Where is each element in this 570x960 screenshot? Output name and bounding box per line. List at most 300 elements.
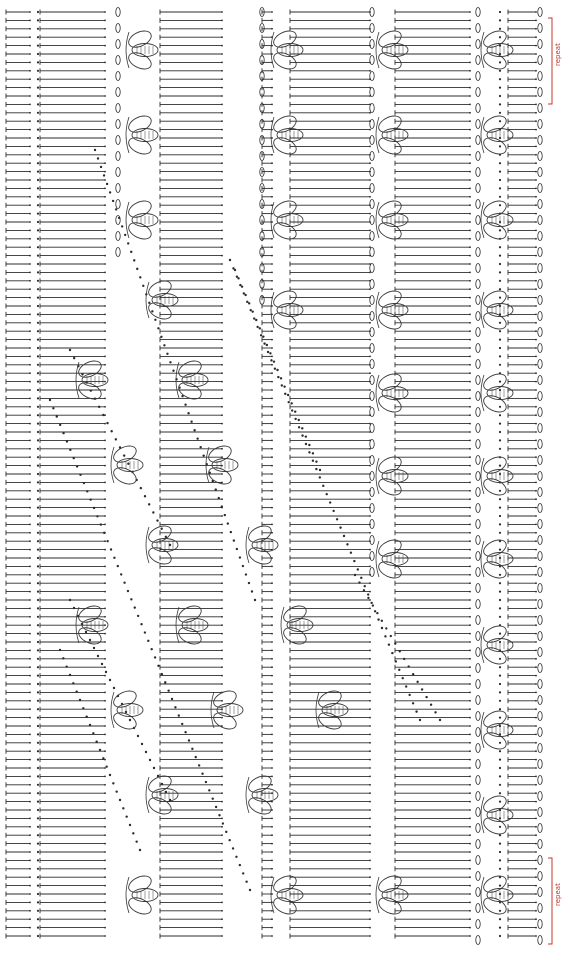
stitch-dot	[104, 809, 106, 811]
chain-dot	[37, 691, 39, 693]
chain-dot	[137, 615, 139, 617]
leaf-arc	[146, 282, 149, 318]
stitch-dot	[369, 532, 371, 534]
stitch-dot	[221, 87, 223, 89]
leaf-petal	[126, 28, 154, 51]
stitch-dot	[469, 876, 471, 878]
leaf-arc	[376, 877, 379, 913]
stitch-dot	[29, 918, 31, 920]
stitch-dot	[469, 87, 471, 89]
stitch-dot	[104, 246, 106, 248]
leaf-petal	[481, 894, 509, 917]
chain-dot	[270, 359, 272, 361]
stitch-dot	[29, 70, 31, 72]
chain-oval	[476, 24, 480, 33]
chain-oval	[538, 648, 542, 657]
leaf-cluster-icon	[271, 288, 303, 333]
stitch-dot	[271, 154, 273, 156]
chain-dot	[86, 490, 88, 492]
stitch-dot	[369, 801, 371, 803]
chain-oval	[476, 72, 480, 81]
chain-dot	[332, 510, 334, 512]
stitch-dot	[469, 683, 471, 685]
chain-oval	[538, 136, 542, 145]
stitch-dot	[221, 910, 223, 912]
leaf-petal	[271, 873, 299, 896]
stitch-dot	[104, 524, 106, 526]
chain-dot	[499, 633, 501, 635]
stitch-row	[6, 824, 537, 829]
chain-oval	[476, 200, 480, 209]
chain-dot	[201, 773, 203, 775]
stitch-dot	[221, 162, 223, 164]
leaf-petal	[176, 379, 204, 402]
chain-dot	[230, 531, 232, 533]
chain-dot	[273, 360, 275, 362]
chain-oval	[538, 440, 542, 449]
chain-dot	[37, 431, 39, 433]
stitch-dot	[104, 650, 106, 652]
stitch-dot	[29, 557, 31, 559]
chain-dot	[499, 439, 501, 441]
chain-dot	[37, 633, 39, 635]
stitch-dot	[535, 314, 537, 316]
chain-dot	[166, 353, 168, 355]
chain-oval	[538, 504, 542, 513]
stitch-dot	[271, 95, 273, 97]
leaf-petal	[271, 288, 299, 311]
chain-dot	[234, 269, 236, 271]
stitch-dot	[104, 53, 106, 55]
stitch-dot	[221, 633, 223, 635]
chain-dot	[82, 707, 84, 709]
stitch-dot	[221, 759, 223, 761]
chain-dot	[236, 548, 238, 550]
stitch-row	[6, 320, 537, 325]
stitch-dot	[271, 935, 273, 937]
chain-oval	[538, 840, 542, 849]
chain-dot	[381, 620, 383, 622]
chain-dot	[499, 196, 501, 198]
stitch-dot	[104, 818, 106, 820]
stitch-row	[6, 295, 537, 300]
stitch-dot	[29, 927, 31, 929]
chain-dot	[394, 642, 396, 644]
stitch-row	[6, 144, 537, 149]
stitch-dot	[104, 868, 106, 870]
chain-dot	[202, 454, 204, 456]
stitch-dot	[104, 549, 106, 551]
stitch-dot	[29, 255, 31, 257]
leaf-motifs	[76, 28, 513, 918]
chain-dot	[37, 313, 39, 315]
stitch-dot	[29, 171, 31, 173]
stitch-dot	[271, 498, 273, 500]
stitch-dot	[369, 213, 371, 215]
leaf-petal	[481, 729, 509, 752]
chain-dot	[499, 666, 501, 668]
stitch-dot	[221, 154, 223, 156]
stitch-dot	[469, 440, 471, 442]
chain-dot	[37, 19, 39, 21]
chain-dot	[160, 528, 162, 530]
leaf-petal	[76, 603, 104, 626]
leaf-petal	[376, 894, 404, 917]
stitch-dot	[271, 608, 273, 610]
stitch-dot	[221, 776, 223, 778]
chain-dot	[93, 507, 95, 509]
chain-oval	[476, 104, 480, 113]
chain-dot	[248, 582, 250, 584]
stitch-dot	[469, 700, 471, 702]
stitch-dot	[29, 314, 31, 316]
stitch-dot	[29, 45, 31, 47]
stitch-dot	[535, 162, 537, 164]
chain-dot	[161, 673, 163, 675]
stitch-dot	[369, 750, 371, 752]
stitch-dot	[29, 658, 31, 660]
stitch-dot	[469, 692, 471, 694]
chain-dot	[140, 623, 142, 625]
stitch-row	[6, 354, 537, 359]
stitch-dot	[369, 162, 371, 164]
stitch-dot	[369, 591, 371, 593]
chain-oval	[370, 200, 374, 209]
leaf-petal	[271, 198, 299, 221]
stitch-dot	[221, 818, 223, 820]
stitch-dot	[271, 725, 273, 727]
leaf-petal	[211, 709, 239, 732]
chain-dot	[171, 698, 173, 700]
chain-oval	[538, 296, 542, 305]
chain-oval	[538, 328, 542, 337]
stitch-dot	[535, 36, 537, 38]
chain-dot	[100, 166, 102, 168]
chain-dot	[139, 276, 141, 278]
chain-dot	[499, 515, 501, 517]
chain-dot	[218, 814, 220, 816]
stitch-dot	[469, 776, 471, 778]
stitch-dot	[469, 540, 471, 542]
stitch-dot	[29, 53, 31, 55]
chain-dot	[232, 847, 234, 849]
stitch-dot	[271, 574, 273, 576]
chain-dot	[37, 868, 39, 870]
chain-dot	[99, 749, 101, 751]
stitch-dot	[29, 482, 31, 484]
stitch-dot	[271, 372, 273, 374]
stitch-dot	[29, 389, 31, 391]
stitch-dot	[29, 902, 31, 904]
stitch-dot	[271, 851, 273, 853]
chain-dot	[336, 518, 338, 520]
chain-oval	[370, 264, 374, 273]
stitch-dot	[535, 843, 537, 845]
chain-oval	[538, 808, 542, 817]
stitch-dot	[369, 129, 371, 131]
chain-oval	[538, 104, 542, 113]
chain-dot	[37, 61, 39, 63]
stitch-dot	[104, 230, 106, 232]
stitch-dot	[271, 843, 273, 845]
stitch-dot	[221, 381, 223, 383]
stitch-dot	[469, 95, 471, 97]
stitch-dot	[535, 11, 537, 13]
stitch-row	[6, 186, 537, 191]
leaf-petal	[246, 523, 274, 546]
stitch-dot	[535, 818, 537, 820]
stitch-dot	[104, 490, 106, 492]
chain-dot	[370, 602, 372, 604]
chain-oval	[476, 440, 480, 449]
stitch-row	[6, 581, 537, 586]
stitch-dot	[104, 95, 106, 97]
chain-dot	[205, 781, 207, 783]
chain-dot	[195, 756, 197, 758]
stitch-dot	[469, 910, 471, 912]
chain-oval	[476, 392, 480, 401]
leaf-cluster-icon	[376, 288, 408, 333]
stitch-dot	[221, 582, 223, 584]
stitch-row	[6, 514, 537, 519]
chain-oval	[538, 728, 542, 737]
chain-oval	[538, 888, 542, 897]
chain-dot	[357, 568, 359, 570]
stitch-dot	[369, 692, 371, 694]
stitch-dot	[221, 246, 223, 248]
stitch-dot	[535, 28, 537, 30]
stitch-dot	[221, 683, 223, 685]
repeat-label-top: repeat	[554, 43, 562, 66]
chain-dot	[37, 759, 39, 761]
chain-oval	[476, 40, 480, 49]
stitch-dot	[535, 918, 537, 920]
chain-dot	[308, 444, 310, 446]
stitch-dot	[104, 129, 106, 131]
chain-oval	[476, 424, 480, 433]
leaf-petal	[481, 28, 509, 51]
stitch-row	[6, 589, 537, 594]
leaf-petal	[376, 288, 404, 311]
chain-dot	[37, 389, 39, 391]
chain-oval	[370, 392, 374, 401]
stitch-dot	[104, 78, 106, 80]
chain-dot	[92, 732, 94, 734]
chain-oval	[370, 360, 374, 369]
chain-oval	[370, 328, 374, 337]
stitch-dot	[369, 868, 371, 870]
stitch-dot	[104, 213, 106, 215]
stitch-dot	[369, 549, 371, 551]
stitch-dot	[469, 826, 471, 828]
stitch-dot	[535, 910, 537, 912]
chain-dot	[298, 419, 300, 421]
chain-dot	[499, 910, 501, 912]
stitch-dot	[221, 53, 223, 55]
chain-dot	[137, 735, 139, 737]
stitch-dot	[104, 179, 106, 181]
stitch-dot	[469, 104, 471, 106]
leaf-petal	[126, 219, 154, 242]
chain-dot	[319, 469, 321, 471]
leaf-cluster-icon	[126, 113, 158, 158]
stitch-dot	[221, 876, 223, 878]
stitch-dot	[271, 507, 273, 509]
chain-dot	[89, 498, 91, 500]
chain-dot	[395, 660, 397, 662]
chain-dot	[374, 610, 376, 612]
stitch-dot	[271, 356, 273, 358]
stitch-dot	[369, 666, 371, 668]
stitch-dot	[221, 893, 223, 895]
chain-dot	[312, 460, 314, 462]
stitch-dot	[535, 490, 537, 492]
leaf-arc	[246, 777, 249, 813]
chain-oval	[538, 392, 542, 401]
stitch-dot	[221, 490, 223, 492]
chain-dot	[242, 872, 244, 874]
stitch-row	[6, 564, 537, 569]
chain-oval	[476, 936, 480, 945]
chain-oval	[476, 328, 480, 337]
stitch-dot	[469, 734, 471, 736]
chain-dot	[181, 723, 183, 725]
stitch-dot	[535, 473, 537, 475]
leaf-petal	[376, 558, 404, 581]
chain-oval	[370, 136, 374, 145]
chain-dot	[305, 435, 307, 437]
chain-dot	[37, 927, 39, 929]
chain-oval	[116, 168, 120, 177]
chain-dot	[499, 322, 501, 324]
stitch-dot	[535, 431, 537, 433]
stitch-dot	[29, 616, 31, 618]
chain-dot	[144, 631, 146, 633]
stitch-row	[6, 60, 537, 65]
stitch-dot	[271, 566, 273, 568]
stitch-row	[6, 102, 537, 107]
stitch-dot	[469, 641, 471, 643]
chain-dot	[37, 742, 39, 744]
leaf-cluster-icon	[271, 198, 303, 243]
stitch-dot	[104, 448, 106, 450]
stitch-dot	[469, 70, 471, 72]
stitch-dot	[469, 532, 471, 534]
stitch-dot	[535, 78, 537, 80]
stitch-dot	[104, 272, 106, 274]
chain-dot	[95, 740, 97, 742]
repeat-bracket-top	[548, 18, 552, 104]
stitch-row	[6, 119, 537, 124]
stitch-dot	[535, 45, 537, 47]
stitch-dot	[469, 322, 471, 324]
stitch-row	[6, 379, 537, 384]
stitch-dot	[104, 255, 106, 257]
stitch-dot	[29, 566, 31, 568]
chain-dot	[343, 535, 345, 537]
leaf-petal	[271, 309, 299, 332]
chain-dot	[259, 327, 261, 329]
stitch-row	[6, 404, 537, 409]
chain-oval	[476, 824, 480, 833]
stitch-dot	[104, 339, 106, 341]
chain-dot	[37, 918, 39, 920]
stitch-dot	[271, 87, 273, 89]
stitch-dot	[104, 734, 106, 736]
chain-oval	[476, 856, 480, 865]
stitch-row	[6, 614, 537, 619]
chain-dot	[115, 208, 117, 210]
stitch-dot	[469, 759, 471, 761]
stitch-dot	[469, 288, 471, 290]
chain-dot	[308, 451, 310, 453]
stitch-dot	[29, 801, 31, 803]
chain-dot	[353, 560, 355, 562]
stitch-dot	[535, 246, 537, 248]
stitch-dot	[221, 641, 223, 643]
leaf-petal	[206, 464, 234, 487]
leaf-arc	[376, 458, 379, 494]
chain-dot	[37, 171, 39, 173]
stitch-dot	[535, 507, 537, 509]
chain-dot	[499, 683, 501, 685]
stitch-dot	[271, 750, 273, 752]
stitch-dot	[271, 423, 273, 425]
stitch-dot	[535, 792, 537, 794]
chain-dot	[499, 801, 501, 803]
stitch-dot	[104, 188, 106, 190]
leaf-arc	[111, 447, 114, 483]
stitch-dot	[469, 330, 471, 332]
stitch-row	[6, 656, 537, 661]
stitch-dot	[29, 809, 31, 811]
stitch-dot	[369, 683, 371, 685]
stitch-dot	[469, 188, 471, 190]
chain-dot	[218, 497, 220, 499]
chain-dot	[69, 449, 71, 451]
stitch-dot	[221, 801, 223, 803]
stitch-dot	[221, 700, 223, 702]
stitch-dot	[104, 28, 106, 30]
stitch-dot	[29, 473, 31, 475]
chain-dot	[499, 297, 501, 299]
chain-dot	[37, 658, 39, 660]
stitch-row	[6, 77, 537, 82]
chain-dot	[239, 864, 241, 866]
stitch-dot	[535, 801, 537, 803]
leaf-arc	[281, 607, 284, 643]
chain-dot	[256, 326, 258, 328]
stitch-dot	[221, 364, 223, 366]
chain-dot	[319, 476, 321, 478]
stitch-row	[6, 446, 537, 451]
stitch-dot	[535, 204, 537, 206]
chain-dot	[37, 876, 39, 878]
stitch-dot	[221, 78, 223, 80]
stitch-dot	[271, 11, 273, 13]
chain-dot	[37, 624, 39, 626]
stitch-dot	[29, 582, 31, 584]
chain-dot	[37, 439, 39, 441]
stitch-dot	[29, 87, 31, 89]
chain-dot	[499, 658, 501, 660]
stitch-dot	[535, 448, 537, 450]
chain-dot	[253, 317, 255, 319]
stitch-dot	[271, 591, 273, 593]
stitch-dot	[535, 95, 537, 97]
chain-dot	[288, 401, 290, 403]
leaf-cluster-icon	[126, 873, 158, 918]
